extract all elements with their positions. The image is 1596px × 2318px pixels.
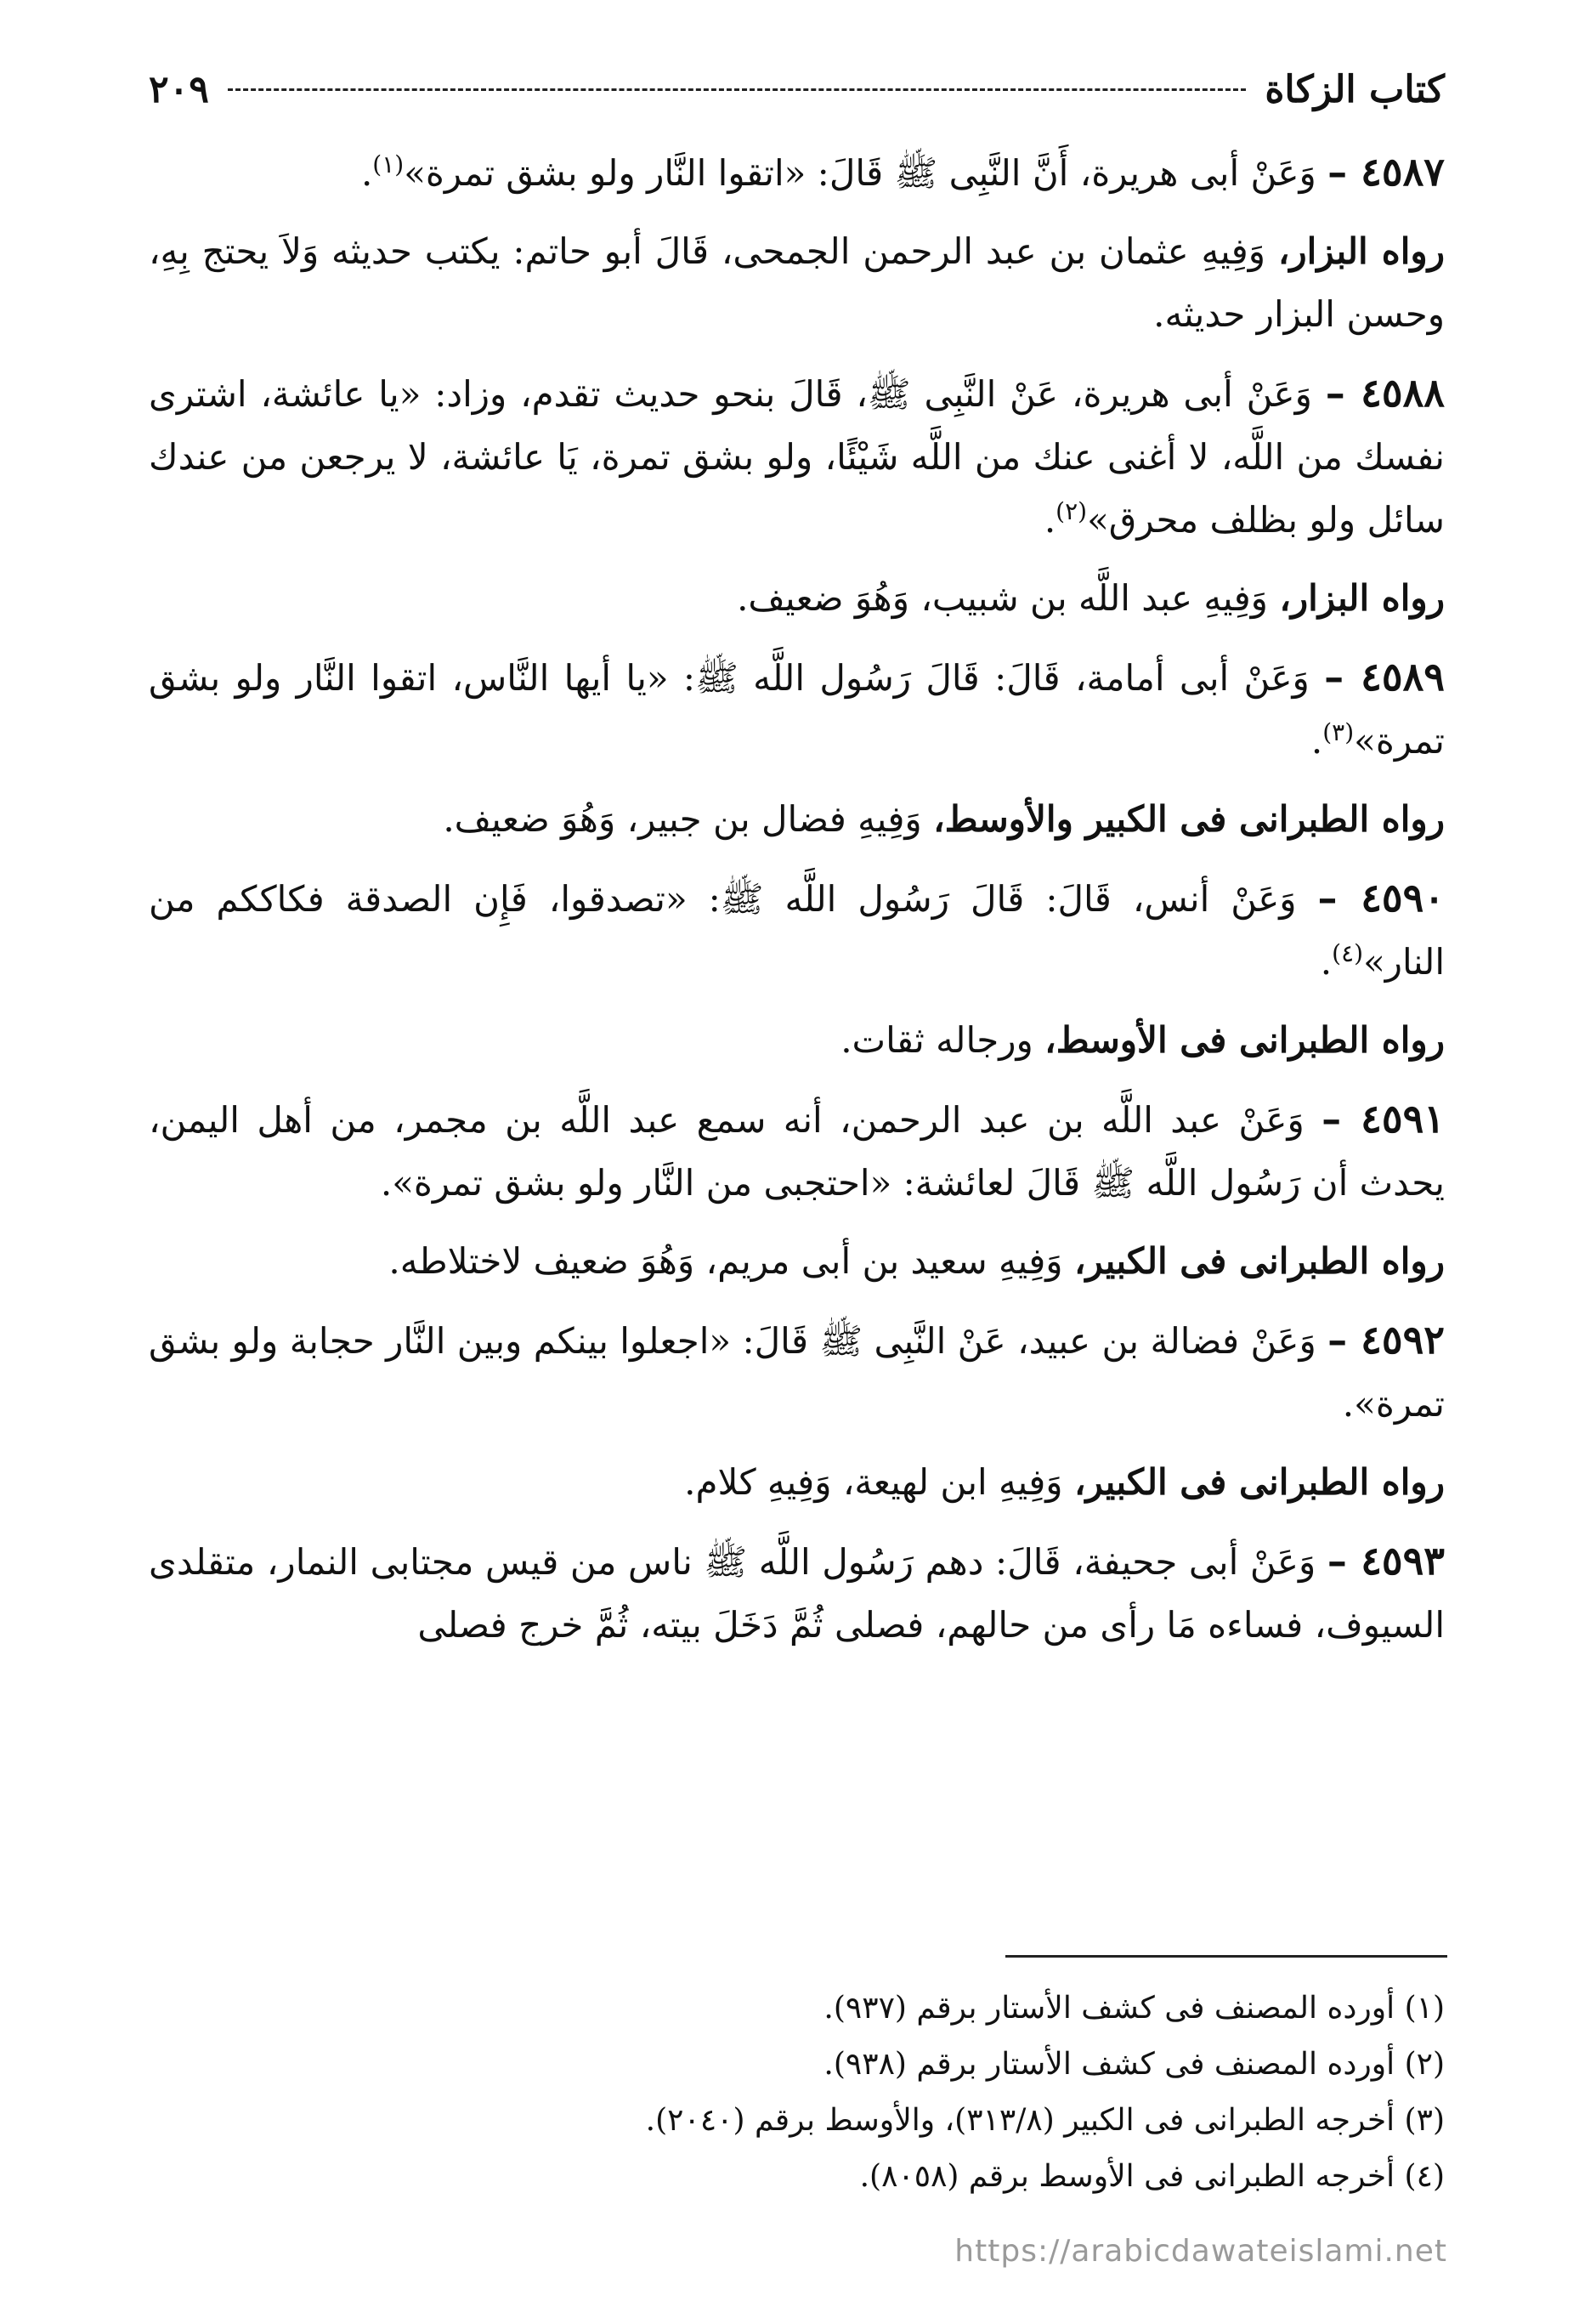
- footnote-ref[interactable]: (١): [372, 150, 405, 179]
- note-text: وَفِيهِ سعيد بن أبى مريم، وَهُوَ ضعيف لاختلاطه.: [388, 1240, 1074, 1282]
- header-dashed-rule: [228, 88, 1246, 91]
- hadith-text: وَعَنْ فضالة بن عبيد، عَنْ النَّبِى ﷺ قَالَ: «اجعلوا بينكم وبين النَّار حجابة ولو بشق تمرة».: [149, 1320, 1445, 1425]
- hadith-number: ٤٥٩١ –: [1322, 1096, 1445, 1142]
- hadith-4591: [149, 1087, 1445, 1215]
- footnote-ref[interactable]: (٤): [1332, 939, 1364, 967]
- footnote-3: (٣) أخرجه الطبرانى فى الكبير (٣١٣/٨)، والأوسط برقم (٢٠٤٠).: [645, 2103, 1445, 2138]
- narration-note: [149, 1451, 1445, 1514]
- hadith-4588: ٤٥٨٨ – وَعَنْ أبى هريرة، عَنْ النَّبِى ﷺ، قَالَ بنحو حديث تقدم، وزاد: «يا عائشة، اشترى نفسك من اللَّه، لا أغنى عنك من اللَّه شَيْئًا، ولو بشق تمرة، يَا عائشة، لا يرجعن من عندك سائل ولو بظلف محرق»$^{(٢)}$.: [149, 370, 1445, 541]
- hadith-4587: ٤٥٨٧ – وَعَنْ أبى هريرة، أَنَّ النَّبِى ﷺ قَالَ: «اتقوا النَّار ولو بشق تمرة»$^{(١)}$.: [360, 149, 1445, 195]
- chapter-title: كتاب الزكاة: [1265, 67, 1445, 111]
- hadith-4592: [149, 1308, 1445, 1436]
- footnote-divider: [1005, 1955, 1447, 1958]
- running-header: [149, 60, 1445, 119]
- hadith-number: ٤٥٩٣ –: [1327, 1538, 1446, 1584]
- narration-note: [149, 567, 1445, 630]
- hadith-text: وَعَنْ أبى أمامة، قَالَ: قَالَ رَسُول اللَّه ﷺ: «يا أيها النَّاس، اتقوا النَّار ولو بشق تمرة»: [149, 657, 1445, 762]
- note-text: وَفِيهِ عثمان بن عبد الرحمن الجمحى، قَالَ أبو حاتم: يكتب حديثه وَلاَ يحتج بِهِ، وحسن البزار حديثه.: [149, 230, 1445, 335]
- source-label: رواه الطبرانى فى الكبير،: [1073, 1461, 1445, 1503]
- hadith-text: وَعَنْ أنس، قَالَ: قَالَ رَسُول اللَّه ﷺ: «تصدقوا، فَإِن الصدقة فكاككم من النار»: [149, 878, 1445, 983]
- narration-note: [149, 220, 1445, 346]
- narration-note: [149, 788, 1445, 851]
- narration-note: [149, 1009, 1445, 1072]
- hadith-4590: ٤٥٩٠ – وَعَنْ أنس، قَالَ: قَالَ رَسُول اللَّه ﷺ: «تصدقوا، فَإِن الصدقة فكاككم من النار»$^{(٤)}$.: [149, 875, 1446, 983]
- hadith-4593: [149, 1529, 1445, 1657]
- hadith-text: وَعَنْ عبد اللَّه بن عبد الرحمن، أنه سمع عبد اللَّه بن مجمر، من أهل اليمن، يحدث أن رَسُول اللَّه ﷺ قَالَ لعائشة: «احتجبى من النَّار ولو بشق تمرة».: [149, 1099, 1445, 1204]
- source-label: رواه البزار،: [1277, 230, 1445, 272]
- hadith-number: ٤٥٩٠ –: [1317, 875, 1446, 921]
- note-text: وَفِيهِ ابن لهيعة، وَفِيهِ كلام.: [684, 1461, 1074, 1503]
- main-text: [149, 140, 1445, 1672]
- page-number: ٢٠٩: [149, 67, 209, 111]
- hadith-number: ٤٥٨٨ –: [1325, 370, 1445, 416]
- hadith-text: وَعَنْ أبى هريرة، عَنْ النَّبِى ﷺ، قَالَ بنحو حديث تقدم، وزاد: «يا عائشة، اشترى نفسك من اللَّه، لا أغنى عنك من اللَّه شَيْئًا، ولو بشق تمرة، يَا عائشة، لا يرجعن من عندك سائل ولو بظلف محرق»: [149, 373, 1445, 541]
- footnotes: [149, 1981, 1445, 2205]
- source-label: رواه البزار،: [1279, 577, 1445, 619]
- source-label: رواه الطبرانى فى الكبير،: [1073, 1240, 1445, 1282]
- source-label: رواه الطبرانى فى الكبير والأوسط،: [933, 798, 1445, 840]
- hadith-text: وَعَنْ أبى جحيفة، قَالَ: دهم رَسُول اللَّه ﷺ ناس من قيس مجتابى النمار، متقلدى السيوف، فساءه مَا رأى من حالهم، فصلى ثُمَّ دَخَلَ بيته، ثُمَّ خرج فصلى: [149, 1541, 1445, 1646]
- source-label: رواه الطبرانى فى الأوسط،: [1044, 1019, 1445, 1061]
- note-text: وَفِيهِ عبد اللَّه بن شبيب، وَهُوَ ضعيف.: [737, 577, 1280, 619]
- footnote-ref[interactable]: (٢): [1056, 497, 1088, 525]
- footnote-4: (٤) أخرجه الطبرانى فى الأوسط برقم (٨٠٥٨).: [859, 2159, 1445, 2194]
- hadith-text: وَعَنْ أبى هريرة، أَنَّ النَّبِى ﷺ قَالَ: «اتقوا النَّار ولو بشق تمرة»: [404, 152, 1328, 194]
- source-watermark: https://arabicdawateislami.net: [954, 2234, 1447, 2269]
- hadith-number: ٤٥٨٧ –: [1327, 149, 1445, 195]
- narration-note: [149, 1230, 1445, 1293]
- hadith-number: ٤٥٨٩ –: [1324, 654, 1445, 700]
- note-text: ورجاله ثقات.: [840, 1019, 1045, 1061]
- footnote-2: (٢) أورده المصنف فى كشف الأستار برقم (٩٣٨).: [823, 2047, 1445, 2082]
- note-text: وَفِيهِ فضال بن جبير، وَهُوَ ضعيف.: [443, 798, 934, 840]
- footnote-ref[interactable]: (٣): [1322, 718, 1355, 746]
- hadith-4589: ٤٥٨٩ – وَعَنْ أبى أمامة، قَالَ: قَالَ رَسُول اللَّه ﷺ: «يا أيها النَّاس، اتقوا النَّار ولو بشق تمرة»$^{(٣)}$.: [149, 654, 1445, 762]
- footnote-1: (١) أورده المصنف فى كشف الأستار برقم (٩٣٧).: [823, 1991, 1445, 2026]
- hadith-number: ٤٥٩٢ –: [1327, 1317, 1445, 1363]
